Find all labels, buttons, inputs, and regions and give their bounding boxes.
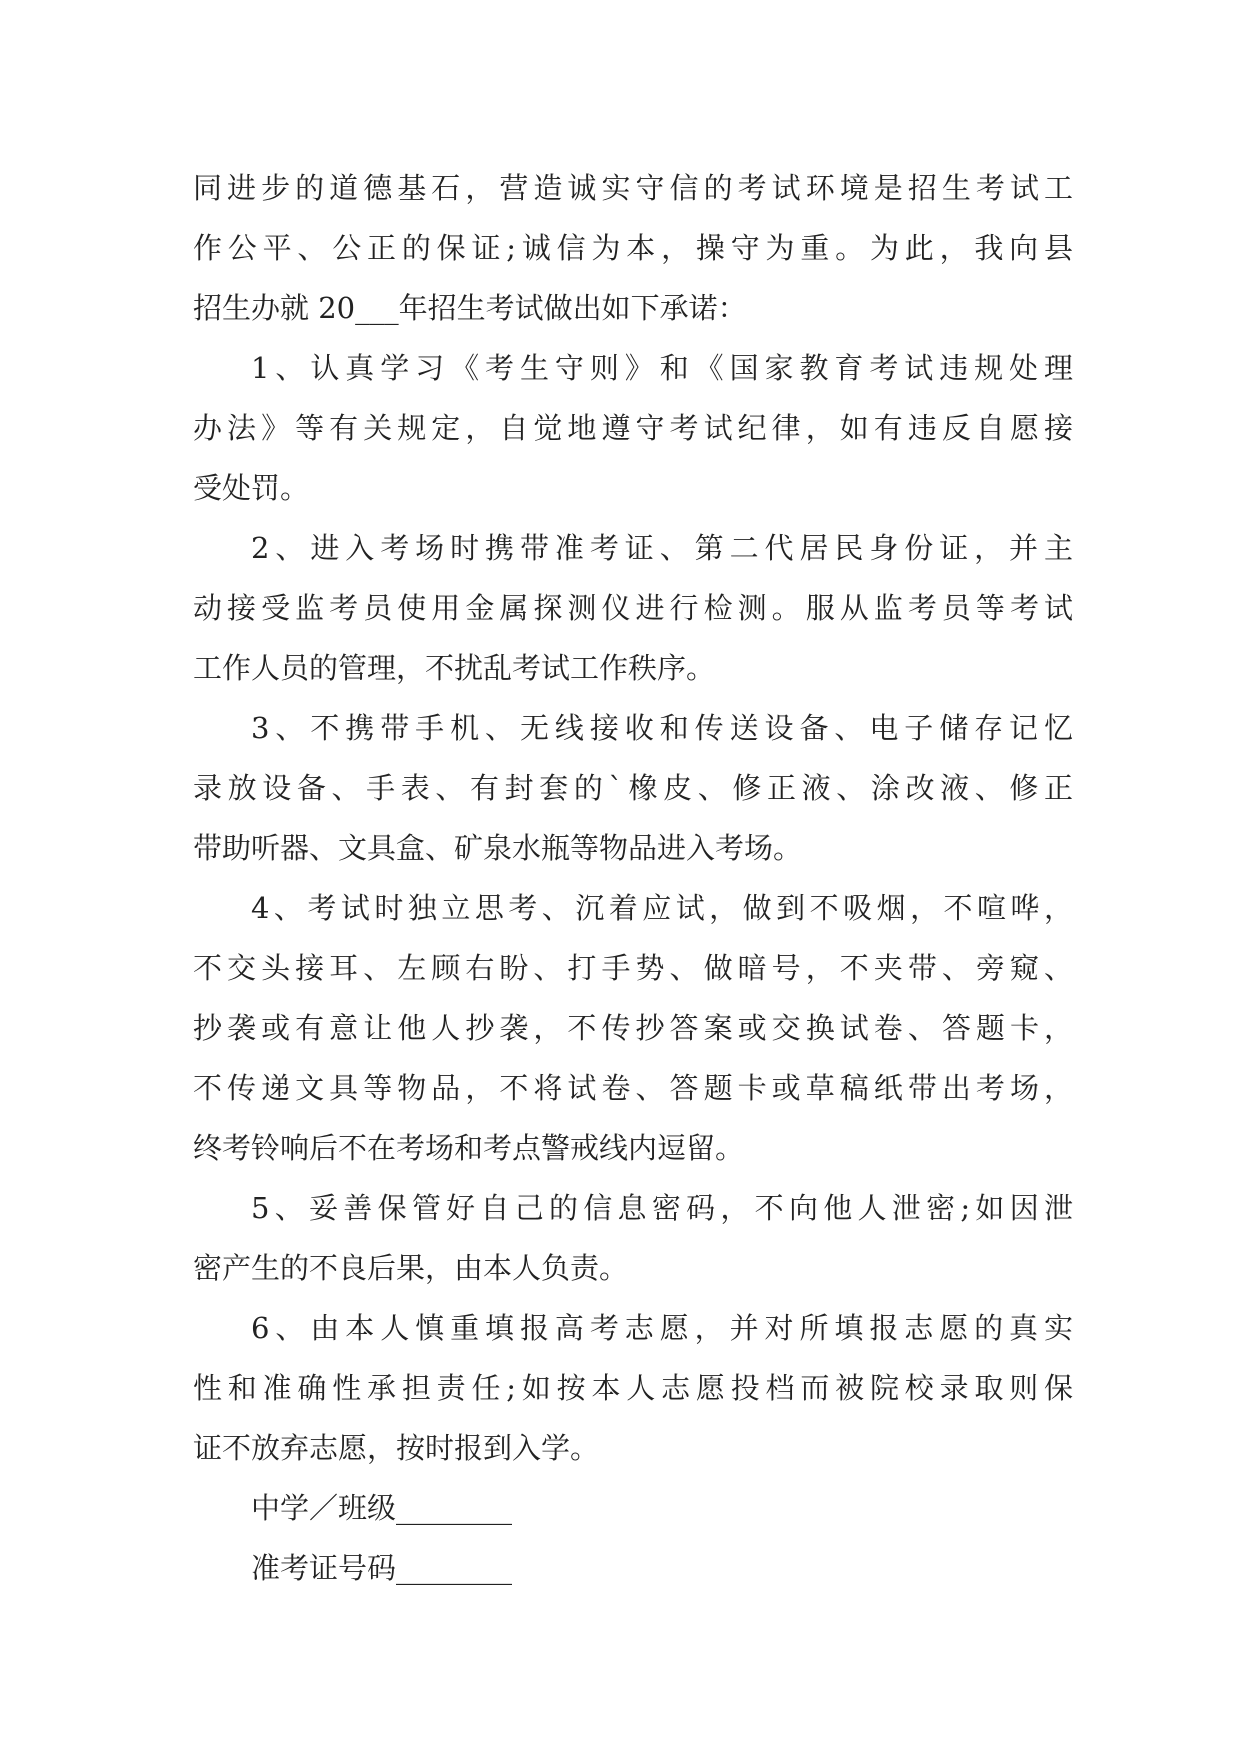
document-body [193,158,1073,1598]
document-line: 动接受监考员使用金属探测仪进行检测。服从监考员等考试 [193,591,1073,625]
document-line: 工作人员的管理，不扰乱考试工作秩序。 [193,651,716,685]
document-line: 2、进入考场时携带准考证、第二代居民身份证，并主 [251,531,1073,565]
document-line: 不交头接耳、左顾右盼、打手势、做暗号，不夹带、旁窥、 [193,951,1073,985]
document-line: 办法》等有关规定，自觉地遵守考试纪律，如有违反自愿接 [193,411,1073,445]
document-line: 密产生的不良后果，由本人负责。 [193,1251,629,1285]
document-line: 1、认真学习《考生守则》和《国家教育考试违规处理 [251,351,1073,385]
signature-field [193,1478,1073,1538]
document-line: 抄袭或有意让他人抄袭，不传抄答案或交换试卷、答题卡， [193,1011,1073,1045]
document-line: 6、由本人慎重填报高考志愿，并对所填报志愿的真实 [251,1311,1073,1345]
document-line: 带助听器、文具盒、矿泉水瓶等物品进入考场。 [193,831,803,865]
document-line: 终考铃响后不在考场和考点警戒线内逗留。 [193,1131,745,1165]
field-blank: ________ [396,1491,513,1525]
document-line: 性和准确性承担责任;如按本人志愿投档而被院校录取则保 [193,1371,1073,1405]
field-label: 准考证号码 [251,1551,397,1585]
document-line: 3、不携带手机、无线接收和传送设备、电子储存记忆 [251,711,1073,745]
field-blank: ________ [396,1551,513,1585]
document-line: 证不放弃志愿，按时报到入学。 [193,1431,600,1465]
document-line: 录放设备、手表、有封套的`橡皮、修正液、涂改液、修正 [193,771,1073,805]
document-line: 作公平、公正的保证;诚信为本，操守为重。为此，我向县 [193,231,1073,265]
document-line: 4、考试时独立思考、沉着应试，做到不吸烟，不喧哗， [251,891,1073,925]
document-line: 同进步的道德基石，营造诚实守信的考试环境是招生考试工 [193,171,1073,205]
document-line: 5、妥善保管好自己的信息密码，不向他人泄密;如因泄 [251,1191,1073,1225]
document-line: 招生办就 20___年招生考试做出如下承诺： [193,291,747,325]
signature-field [193,1538,1073,1598]
document-line: 不传递文具等物品，不将试卷、答题卡或草稿纸带出考场， [193,1071,1073,1105]
document-line: 受处罚。 [193,471,310,505]
field-label: 中学／班级 [251,1491,397,1525]
